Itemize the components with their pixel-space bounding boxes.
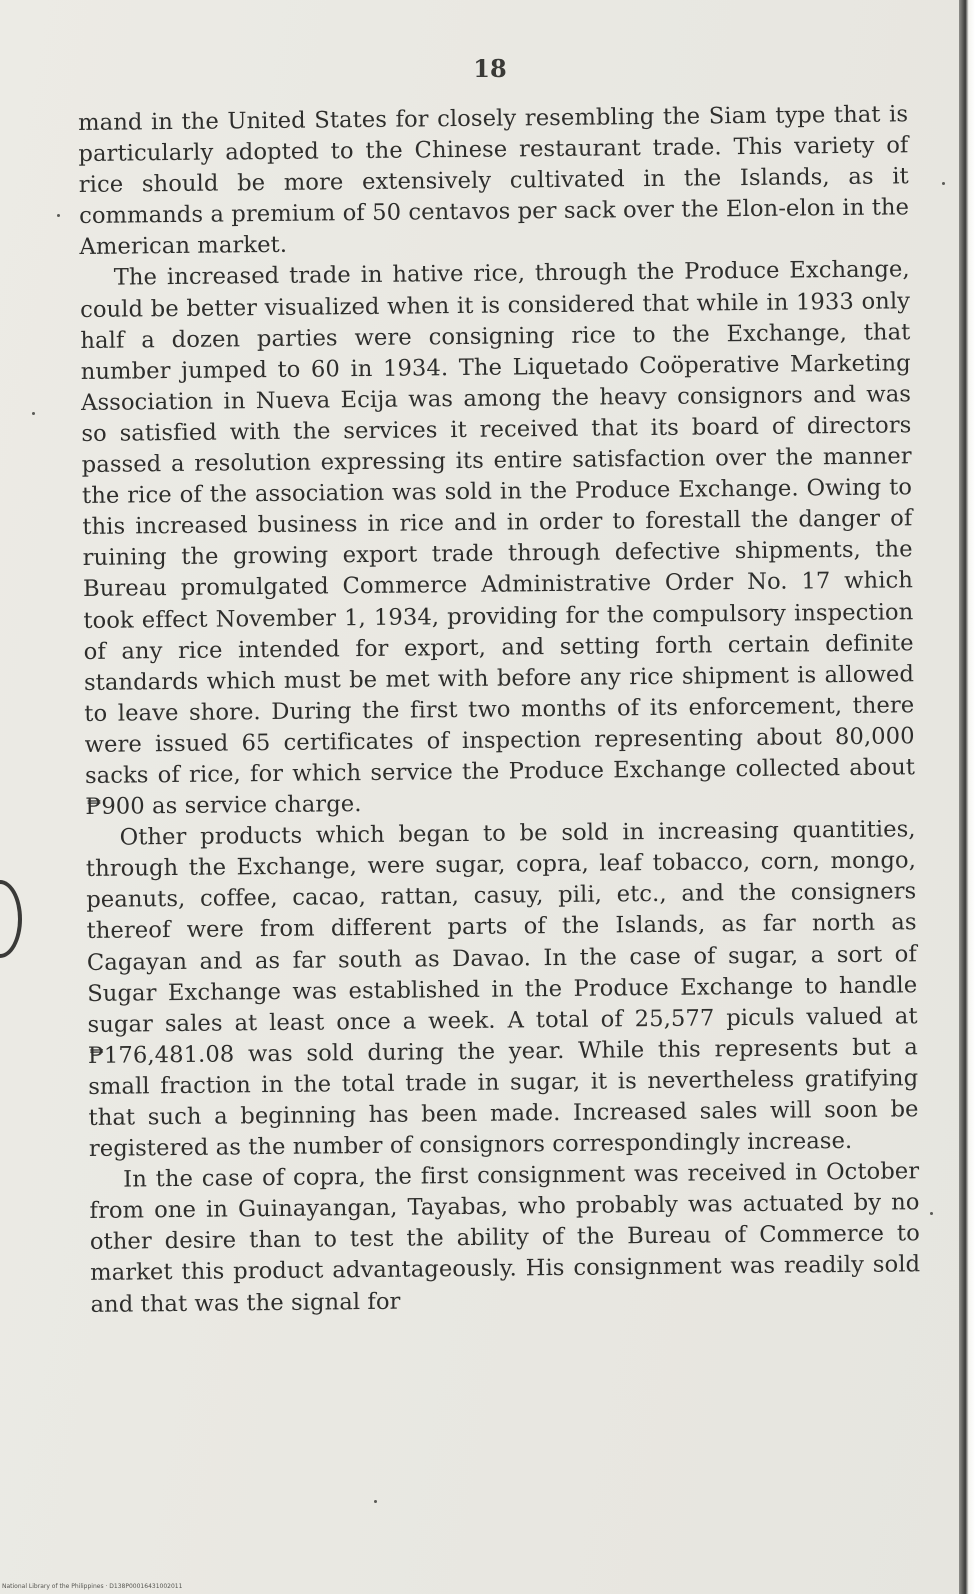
paragraph-3: Other products which began to be sold in increasing quantities, through the Exchange, were sugar, copra, leaf tobacco, corn, mongo, peanuts, coffee, cacao, rattan, casuy, pili, etc., and the consigners thereof were from different parts of the Islands, as far north as Cagayan and as far south as Davao. In the case of sugar, a sort of Sugar Exchange was established in the Produce Exchange to handle sugar sales at least once a week. A total of 25,577 piculs valued at ₱176,481.08 was sold during the year. While this represents but a small fraction in the total trade in sugar, it is nevertheless gratifying that such a beginning has been made. Increased sales will soon be registered as the number of consignors correspondingly increase.: [85, 816, 919, 1163]
page-number: 18: [473, 54, 507, 83]
scan-speck: [32, 412, 35, 415]
paragraph-1: mand in the United States for closely resembling the Siam type that is particularly adopted to the Chinese restaurant trade. This variety of rice should be more extensively cultivated in the Islands, as it commands a premium of 50 centavos per sack over the Elon-elon in the American market.: [78, 101, 910, 261]
page-binding-edge: [959, 0, 975, 1594]
scan-speck: [57, 214, 60, 217]
scan-speck: [374, 1500, 377, 1503]
binding-hole-mark: [0, 880, 22, 958]
scan-speck: [942, 182, 945, 185]
body-text: [78, 99, 921, 1320]
paragraph-4: In the case of copra, the first consignment was received in October from one in Guinayangan, Tayabas, who probably was actuated by no other desire than to test the ability of the Bureau of Commerce to market this product advantageously. His consignment was readily sold and that was the signal for: [89, 1158, 921, 1318]
scan-speck: [930, 1212, 933, 1215]
paragraph-2: The increased trade in hative rice, through the Produce Exchange, could be better visualized when it is considered that while in 1933 only half a dozen parties were consigning rice to the Exchange, that number jumped to 60 in 1934. The Liquetado Coöperative Marketing Association in Nueva Ecija was among the heavy consignors and was so satisfied with the services it received that its board of directors passed a resolution expressing its entire satisfaction over the manner the rice of the association was sold in the Produce Exchange. Owing to this increased business in rice and in order to forestall the danger of ruining the growing export trade through defective shipments, the Bureau promulgated Commerce Administrative Order No. 17 which took effect November 1, 1934, providing for the compulsory inspection of any rice intended for export, and setting forth certain definite standards which must be met with before any rice shipment is allowed to leave shore. During the first two months of its enforcement, there were issued 65 certificates of inspection representing about 80,000 sacks of rice, for which service the Produce Exchange collected about ₱900 as service charge.: [79, 256, 916, 821]
library-credit: National Library of the Philippines · D138P00016431002011: [2, 1583, 183, 1590]
